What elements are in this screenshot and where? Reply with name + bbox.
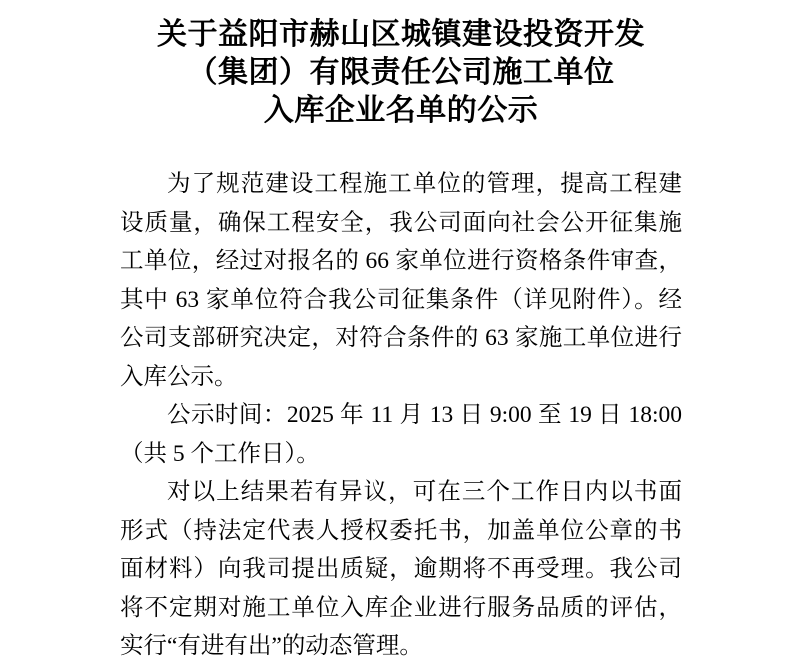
document-title: [120, 16, 682, 130]
document-body: [120, 165, 682, 666]
paragraph-objection-and-management: 对以上结果若有异议，可在三个工作日内以书面形式（持法定代表人授权委托书，加盖单位公章的书面材料）向我司提出质疑，逾期将不再受理。我公司将不定期对施工单位入库企业进行服务品质的评估，实行“有进有出”的动态管理。: [120, 479, 682, 659]
document-title-line-1: 关于益阳市赫山区城镇建设投资开发: [157, 18, 645, 51]
paragraph-intro: 为了规范建设工程施工单位的管理，提高工程建设质量，确保工程安全，我公司面向社会公开征集施工单位，经过对报名的 66 家单位进行资格条件审查，其中 63 家单位符合我公司征集条件（详见附件）。经公司支部研究决定，对符合条件的 63 家施工单位进行入库公示。: [120, 171, 682, 390]
document-title-line-2: （集团）有限责任公司施工单位: [187, 56, 615, 89]
paragraph-announcement-period: 公示时间：2025 年 11 月 13 日 9:00 至 19 日 18:00（共 5 个工作日）。: [120, 402, 682, 467]
document-title-line-3: 入库企业名单的公示: [263, 94, 539, 127]
